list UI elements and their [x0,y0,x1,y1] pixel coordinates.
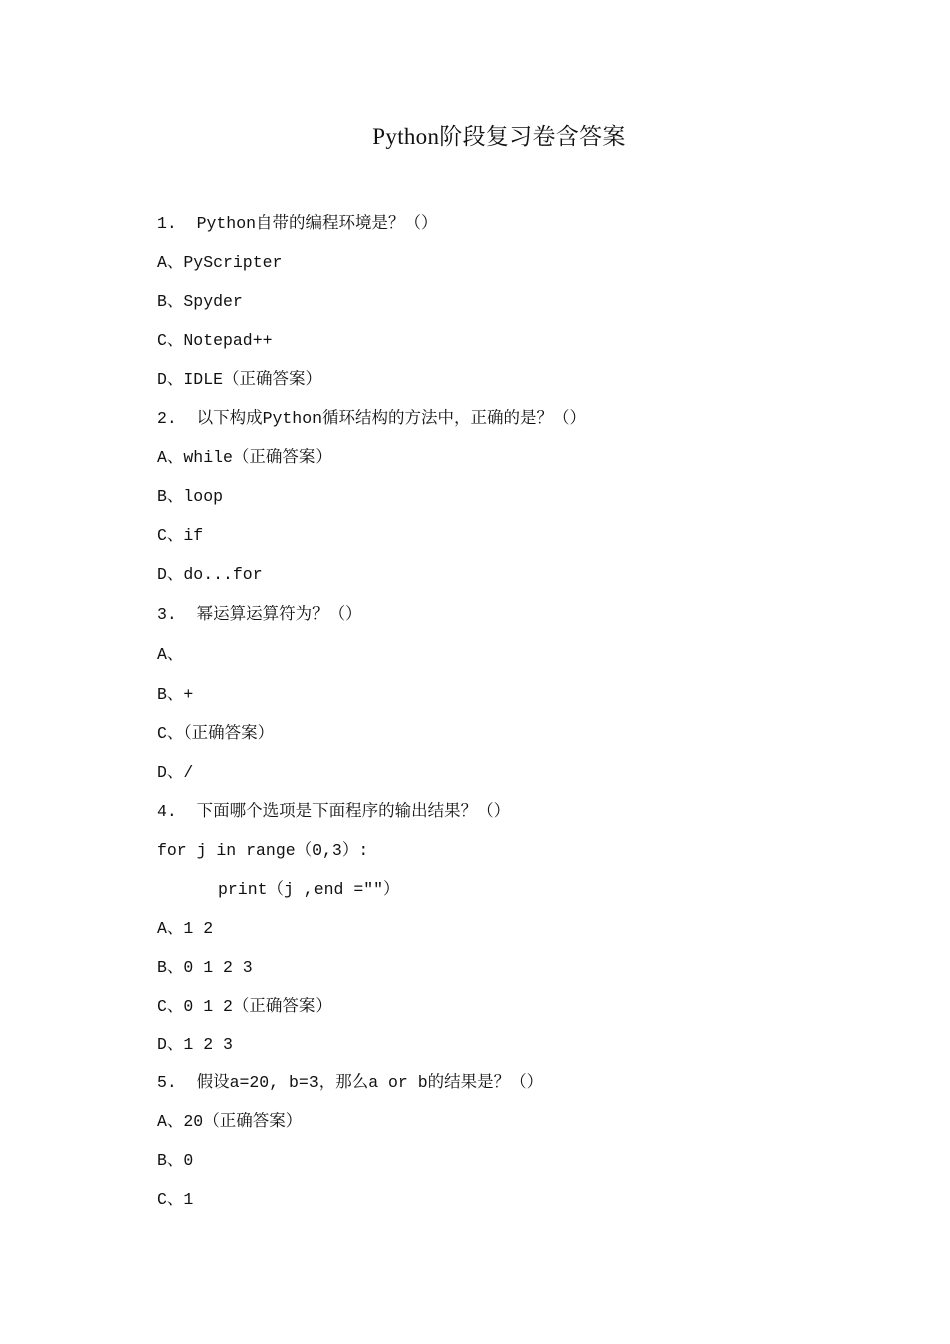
question-4-option-a: A、1 2 [157,919,214,938]
document-title: Python阶段复习卷含答案 [372,124,626,149]
question-4-option-b: B、0 1 2 3 [157,958,253,977]
question-5-option-b: B、0 [157,1151,194,1170]
question-4-option-d: D、1 2 3 [157,1035,233,1054]
question-2-option-b: B、loop [157,487,224,506]
question-3: 3. 幂运算运算符为？（） [157,605,362,624]
question-2-option-d: D、do...for [157,565,263,584]
question-2-option-c: C、if [157,526,204,545]
question-5-option-c: C、1 [157,1190,194,1209]
code-line-2: print（j ,end =""） [218,880,400,899]
question-2: 2. 以下构成Python循环结构的方法中，正确的是？（） [157,409,587,428]
question-1-option-b: B、Spyder [157,292,243,311]
question-5-option-a: A、20（正确答案） [157,1112,303,1131]
question-5: 5. 假设a=20, b=3，那么a or b的结果是？（） [157,1073,544,1092]
question-4: 4. 下面哪个选项是下面程序的输出结果？（） [157,802,511,821]
question-1-option-d: D、IDLE（正确答案） [157,370,323,389]
question-4-option-c: C、0 1 2（正确答案） [157,997,332,1016]
code-line-1: for j in range（0,3）: [157,841,369,860]
question-1-option-c: C、Notepad++ [157,331,273,350]
question-2-option-a: A、while（正确答案） [157,448,332,467]
question-3-option-b: B、+ [157,685,194,704]
question-3-option-c: C、（正确答案） [157,724,275,743]
question-3-option-a: A、 [157,645,184,664]
question-3-option-d: D、/ [157,763,194,782]
question-1: 1. Python自带的编程环境是？（） [157,214,438,233]
question-1-option-a: A、PyScripter [157,253,283,272]
